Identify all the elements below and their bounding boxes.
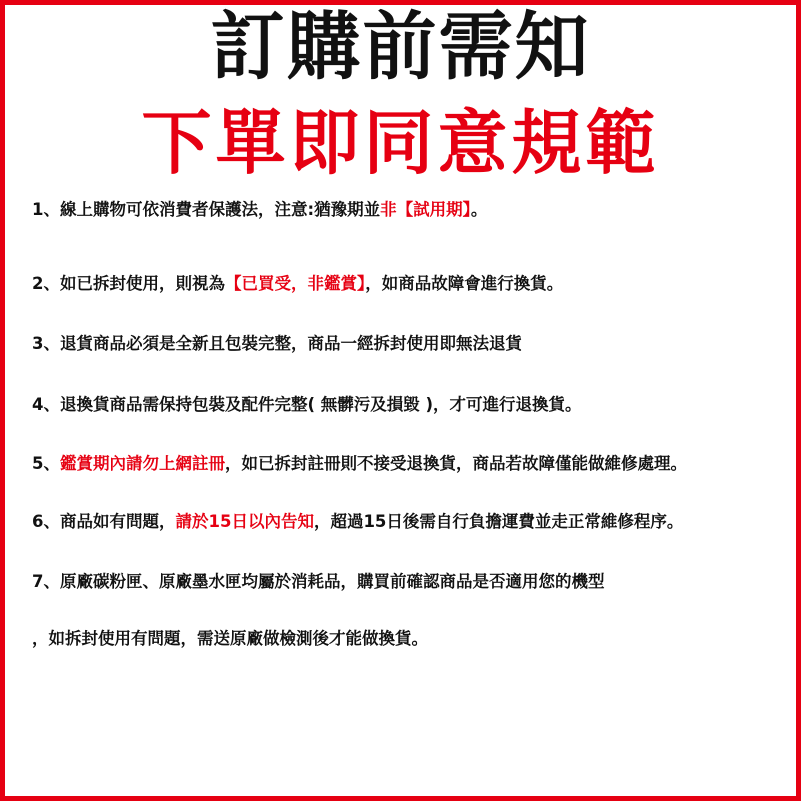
notice-item-2 bbox=[32, 272, 792, 296]
notice-text-end: ，如商品故障會進行換貨。 bbox=[365, 274, 564, 293]
notice-item-5 bbox=[32, 452, 792, 476]
notice-text: ，如拆封使用有問題，需送原廠做檢測後才能做換貨。 bbox=[32, 629, 428, 648]
notice-highlight: 【已買受，非鑑賞】 bbox=[224, 274, 366, 293]
notice-item-7-continued bbox=[32, 627, 792, 651]
notice-item-6 bbox=[32, 510, 792, 534]
notice-highlight: 請於15日以內告知 bbox=[175, 512, 314, 531]
notice-item-4 bbox=[32, 393, 792, 417]
notice-text-end: ，如已拆封註冊則不接受退換貨，商品若故障僅能做維修處理。 bbox=[224, 454, 687, 473]
notice-text: 2、如已拆封使用，則視為 bbox=[32, 274, 225, 293]
notice-text: 7、原廠碳粉匣、原廠墨水匣均屬於消耗品，購買前確認商品是否適用您的機型 bbox=[32, 572, 605, 591]
sub-title: 下單即同意規範 bbox=[141, 102, 660, 184]
notice-text: 4、退換貨商品需保持包裝及配件完整( 無髒污及損毀 )，才可進行退換貨。 bbox=[32, 395, 582, 414]
notice-item-7 bbox=[32, 570, 792, 594]
notice-item-1 bbox=[32, 198, 792, 222]
notice-text: 1、線上購物可依消費者保護法，注意:猶豫期並 bbox=[32, 200, 381, 219]
notice-highlight: 鑑賞期內請勿上網註冊 bbox=[59, 454, 225, 473]
notice-item-3 bbox=[32, 332, 792, 356]
notice-text-end: ，超過15日後需自行負擔運費並走正常維修程序。 bbox=[313, 512, 684, 531]
notice-highlight: 非【試用期】 bbox=[380, 200, 471, 219]
notice-text: 5、 bbox=[32, 454, 60, 473]
main-title: 訂購前需知 bbox=[210, 4, 591, 90]
notice-text: 3、退貨商品必須是全新且包裝完整，商品一經拆封使用即無法退貨 bbox=[32, 334, 522, 353]
notice-text: 6、商品如有問題， bbox=[32, 512, 176, 531]
notice-text-end: 。 bbox=[470, 200, 488, 219]
